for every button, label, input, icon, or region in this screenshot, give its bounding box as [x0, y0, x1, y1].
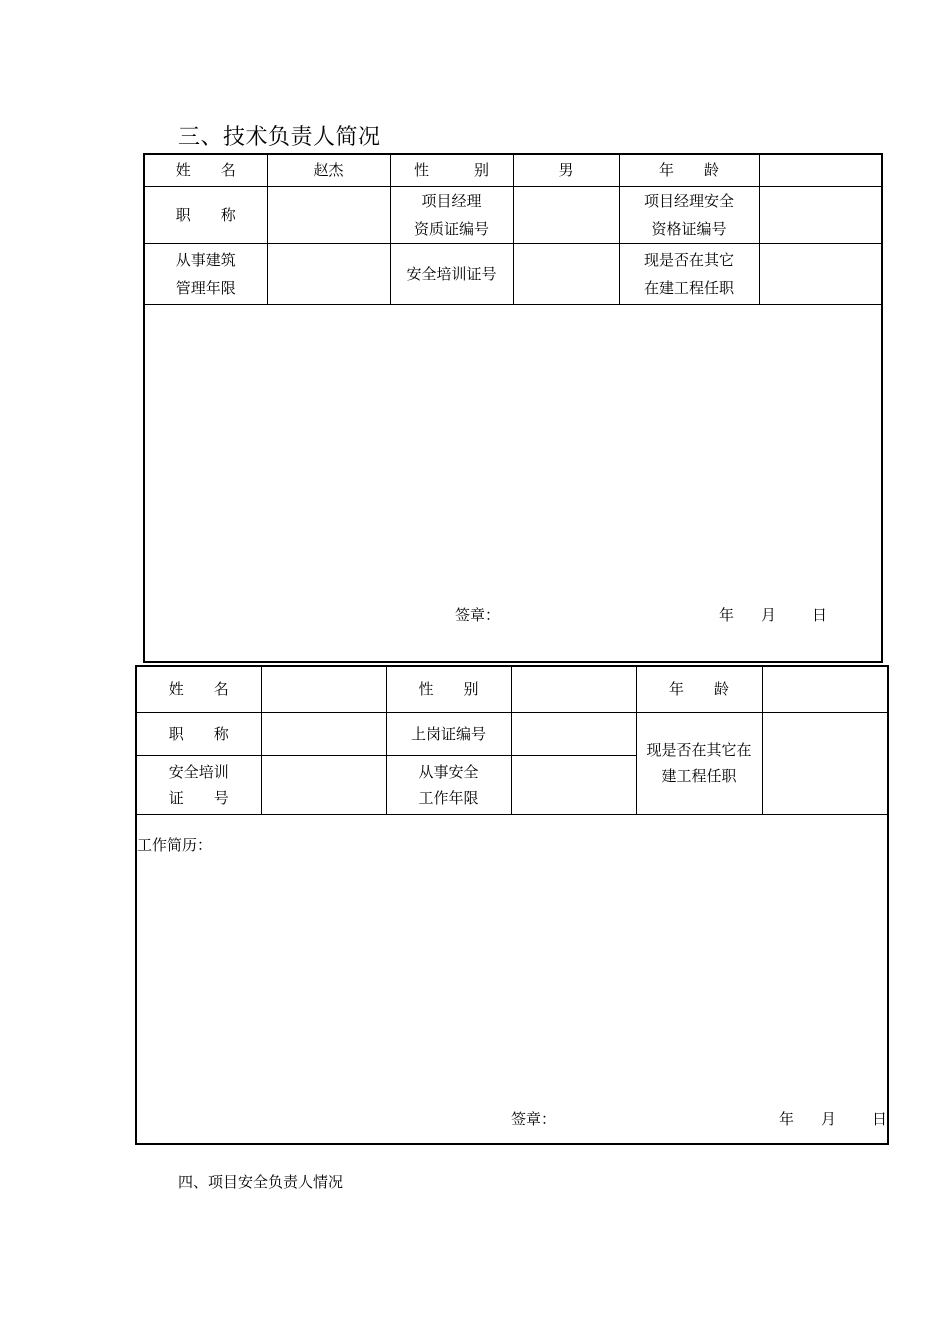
resume-area[interactable] [144, 304, 882, 662]
second-person-table [135, 665, 889, 1145]
pm-cert-label-line1: 项目经理 [421, 191, 482, 210]
post-cert-label: 上岗证编号 [386, 712, 511, 755]
age-value[interactable] [762, 666, 888, 712]
pm-cert-label [390, 186, 513, 243]
other-project-label-line1: 现是否在其它在 [646, 741, 752, 759]
mgmt-years-label-line1: 从事建筑 [175, 250, 236, 269]
section3-title: 三、技术负责人简况 [178, 125, 381, 150]
pm-safety-cert-value[interactable] [759, 186, 882, 243]
other-project-label [619, 243, 759, 304]
other-project-label-line1: 现是否在其它 [643, 250, 734, 269]
resume-label: 工作简历： [137, 835, 213, 854]
gender-label: 性 别 [386, 666, 511, 712]
signature-label: 签章： [455, 605, 501, 624]
other-project-label [636, 712, 762, 814]
pm-cert-label-line2: 资质证编号 [413, 219, 489, 238]
other-project-label-line2: 在建工程任职 [643, 278, 734, 297]
name-value[interactable]: 赵杰 [267, 154, 390, 186]
pm-safety-cert-label-line2: 资格证编号 [651, 219, 727, 238]
date-year: 年 [779, 1109, 795, 1128]
pm-safety-cert-label [619, 186, 759, 243]
safety-years-value[interactable] [511, 755, 636, 814]
other-project-value[interactable] [759, 243, 882, 304]
other-project-label-line2: 建工程任职 [661, 767, 737, 785]
title-value[interactable] [261, 712, 386, 755]
training-cert-label-line1: 安全培训 [168, 762, 229, 781]
training-cert-value[interactable] [261, 755, 386, 814]
gender-value[interactable]: 男 [513, 154, 619, 186]
post-cert-value[interactable] [511, 712, 636, 755]
date-day: 日 [872, 1109, 888, 1128]
title-value[interactable] [267, 186, 390, 243]
name-value[interactable] [261, 666, 386, 712]
mgmt-years-label-line2: 管理年限 [175, 278, 236, 297]
signature-label: 签章： [511, 1109, 557, 1128]
gender-label: 性 别 [390, 154, 513, 186]
name-label: 姓 名 [144, 154, 267, 186]
age-label: 年 龄 [636, 666, 762, 712]
date-month: 月 [761, 605, 777, 624]
date-month: 月 [821, 1109, 837, 1128]
safety-years-label-line1: 从事安全 [418, 762, 479, 781]
other-project-value[interactable] [762, 712, 888, 814]
safety-training-label: 安全培训证号 [390, 243, 513, 304]
age-value[interactable] [759, 154, 882, 186]
resume-area[interactable] [136, 814, 888, 1144]
age-label: 年 龄 [619, 154, 759, 186]
safety-training-value[interactable] [513, 243, 619, 304]
pm-safety-cert-label-line1: 项目经理安全 [643, 191, 734, 210]
safety-years-label [386, 755, 511, 814]
tech-lead-table [143, 153, 883, 663]
title-label: 职 称 [136, 712, 261, 755]
mgmt-years-label [144, 243, 267, 304]
date-day: 日 [812, 605, 828, 624]
gender-value[interactable] [511, 666, 636, 712]
training-cert-label [136, 755, 261, 814]
mgmt-years-value[interactable] [267, 243, 390, 304]
date-year: 年 [719, 605, 735, 624]
title-label: 职 称 [144, 186, 267, 243]
pm-cert-value[interactable] [513, 186, 619, 243]
training-cert-label-line2: 证 号 [168, 788, 229, 807]
section4-title: 四、项目安全负责人情况 [178, 1173, 344, 1191]
safety-years-label-line2: 工作年限 [418, 788, 479, 807]
name-label: 姓 名 [136, 666, 261, 712]
